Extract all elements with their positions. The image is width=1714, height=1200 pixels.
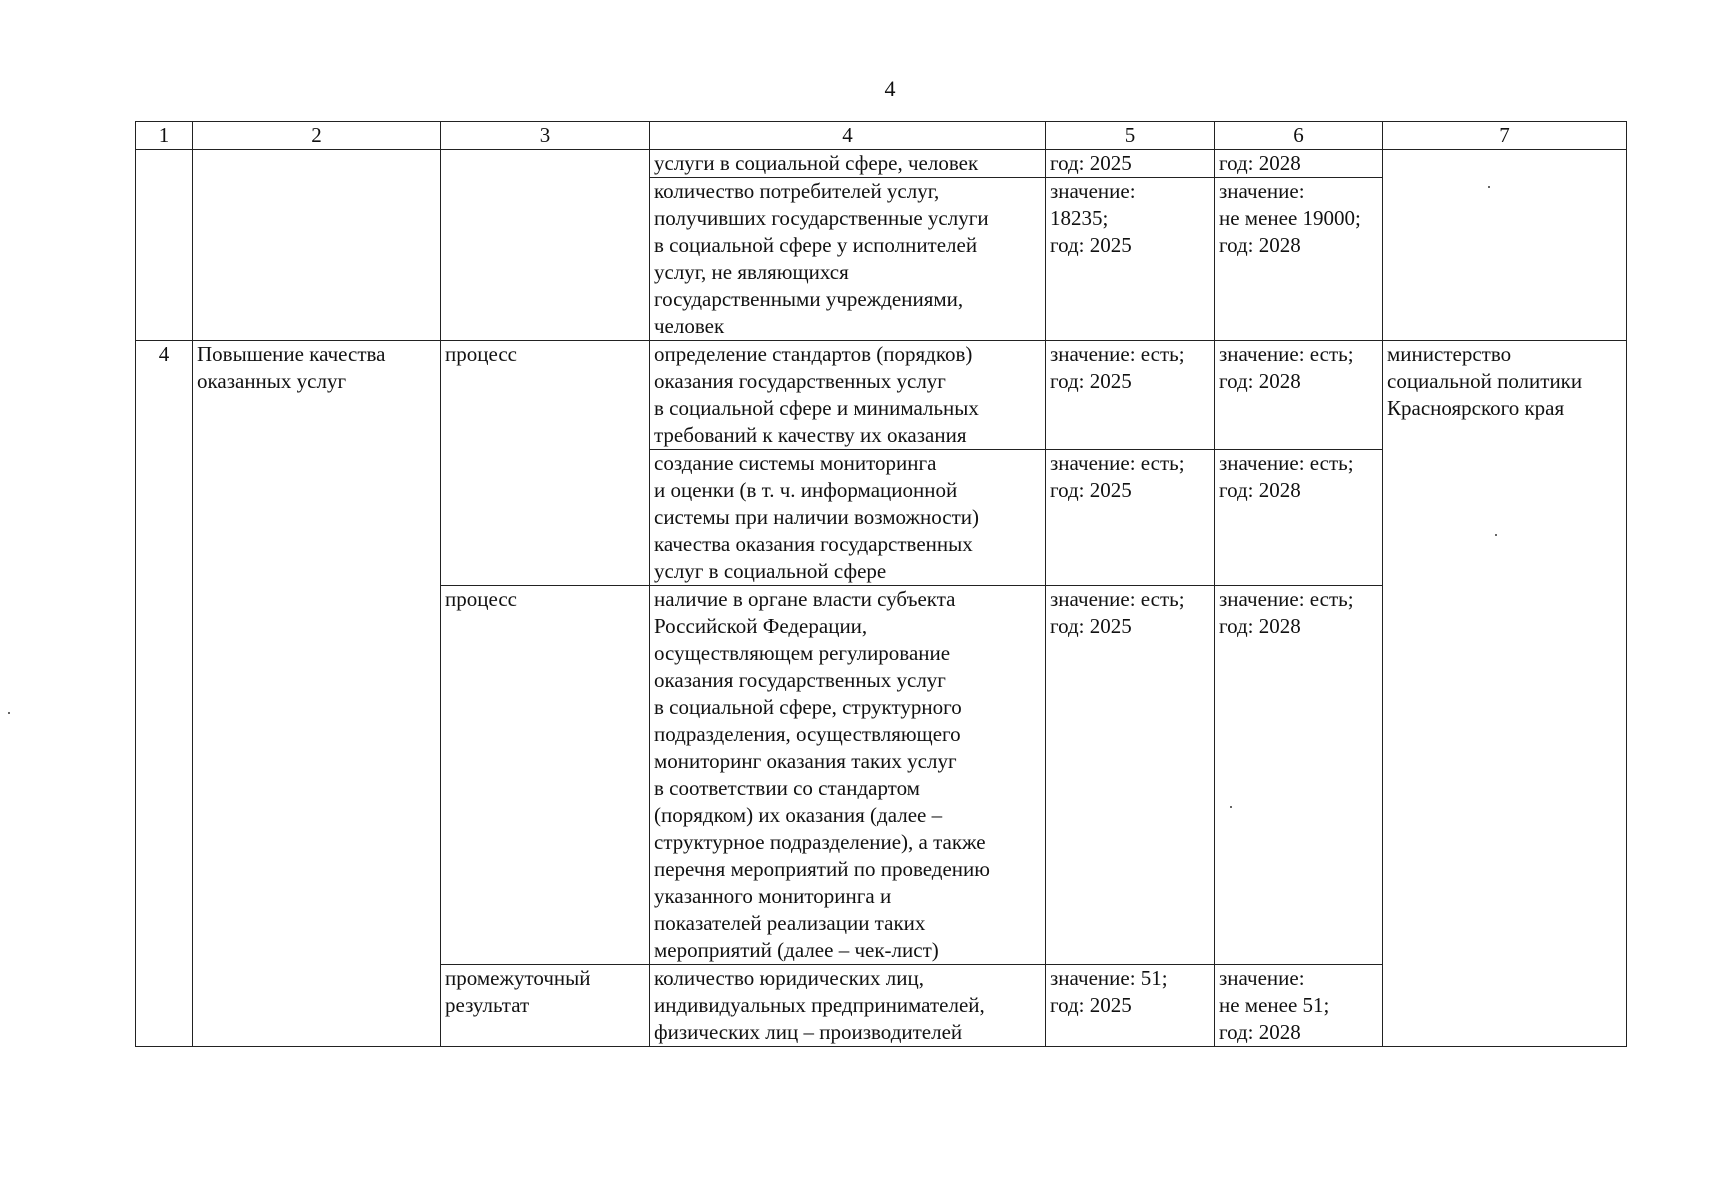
column-header: 2 [193, 122, 441, 150]
target-value-cell: значение: не менее 51; год: 2028 [1215, 965, 1383, 1047]
base-value-cell: значение: есть; год: 2025 [1046, 341, 1215, 450]
goal-cell [193, 965, 441, 1047]
column-header: 6 [1215, 122, 1383, 150]
type-cell [441, 450, 650, 586]
table-row [136, 586, 1627, 965]
goal-cell [193, 178, 441, 341]
row-number-cell [136, 150, 193, 178]
target-value-cell: год: 2028 [1215, 150, 1383, 178]
base-value-cell: значение: есть; год: 2025 [1046, 450, 1215, 586]
table-row [136, 150, 1627, 178]
table-row [136, 341, 1627, 450]
table-row [136, 965, 1627, 1047]
indicator-cell: услуги в социальной сфере, человек [650, 150, 1046, 178]
responsible-cell [1383, 450, 1627, 586]
table-row [136, 178, 1627, 341]
goal-cell: Повышение качества оказанных услуг [193, 341, 441, 450]
page-number: 4 [884, 76, 896, 101]
row-number-cell: 4 [136, 341, 193, 450]
row-number-cell [136, 450, 193, 586]
responsible-cell [1383, 150, 1627, 178]
column-header: 4 [650, 122, 1046, 150]
indicators-table [135, 121, 1627, 1047]
table-row [136, 450, 1627, 586]
target-value-cell: значение: не менее 19000; год: 2028 [1215, 178, 1383, 341]
responsible-cell [1383, 965, 1627, 1047]
scan-speck [1230, 806, 1232, 808]
scan-speck [1495, 534, 1497, 536]
base-value-cell: значение: 18235; год: 2025 [1046, 178, 1215, 341]
row-number-cell [136, 965, 193, 1047]
column-header: 7 [1383, 122, 1627, 150]
target-value-cell: значение: есть; год: 2028 [1215, 341, 1383, 450]
base-value-cell: значение: есть; год: 2025 [1046, 586, 1215, 965]
target-value-cell: значение: есть; год: 2028 [1215, 450, 1383, 586]
scan-speck [8, 712, 10, 714]
goal-cell [193, 150, 441, 178]
responsible-cell: министерство социальной политики Красноярского края [1383, 341, 1627, 450]
indicator-cell: создание системы мониторинга и оценки (в т. ч. информационной системы при наличии возможности) качества оказания государственных услуг в социальной сфере [650, 450, 1046, 586]
column-header: 5 [1046, 122, 1215, 150]
column-header: 3 [441, 122, 650, 150]
indicator-cell: определение стандартов (порядков) оказания государственных услуг в социальной сфере и минимальных требований к качеству их оказания [650, 341, 1046, 450]
type-cell [441, 178, 650, 341]
indicator-cell: количество потребителей услуг, получивших государственные услуги в социальной сфере у исполнителей услуг, не являющихся государственными учреждениями, человек [650, 178, 1046, 341]
type-cell [441, 150, 650, 178]
header-row [136, 122, 1627, 150]
base-value-cell: год: 2025 [1046, 150, 1215, 178]
row-number-cell [136, 178, 193, 341]
responsible-cell [1383, 586, 1627, 965]
column-header: 1 [136, 122, 193, 150]
type-cell: промежуточный результат [441, 965, 650, 1047]
goal-cell [193, 586, 441, 965]
indicator-cell: наличие в органе власти субъекта Российской Федерации, осуществляющем регулирование оказания государственных услуг в социальной сфере, структурного подразделения, осуществляющего мониторинг оказания таких услуг в соответствии со стандартом (порядком) их оказания (далее – структурное подразделение), а также перечня мероприятий по проведению указанного мониторинга и показателей реализации таких мероприятий (далее – чек-лист) [650, 586, 1046, 965]
row-number-cell [136, 586, 193, 965]
type-cell: процесс [441, 586, 650, 965]
goal-cell [193, 450, 441, 586]
target-value-cell: значение: есть; год: 2028 [1215, 586, 1383, 965]
indicator-cell: количество юридических лиц, индивидуальных предпринимателей, физических лиц – производителей [650, 965, 1046, 1047]
base-value-cell: значение: 51; год: 2025 [1046, 965, 1215, 1047]
type-cell: процесс [441, 341, 650, 450]
responsible-cell [1383, 178, 1627, 341]
scan-speck [1488, 186, 1490, 188]
